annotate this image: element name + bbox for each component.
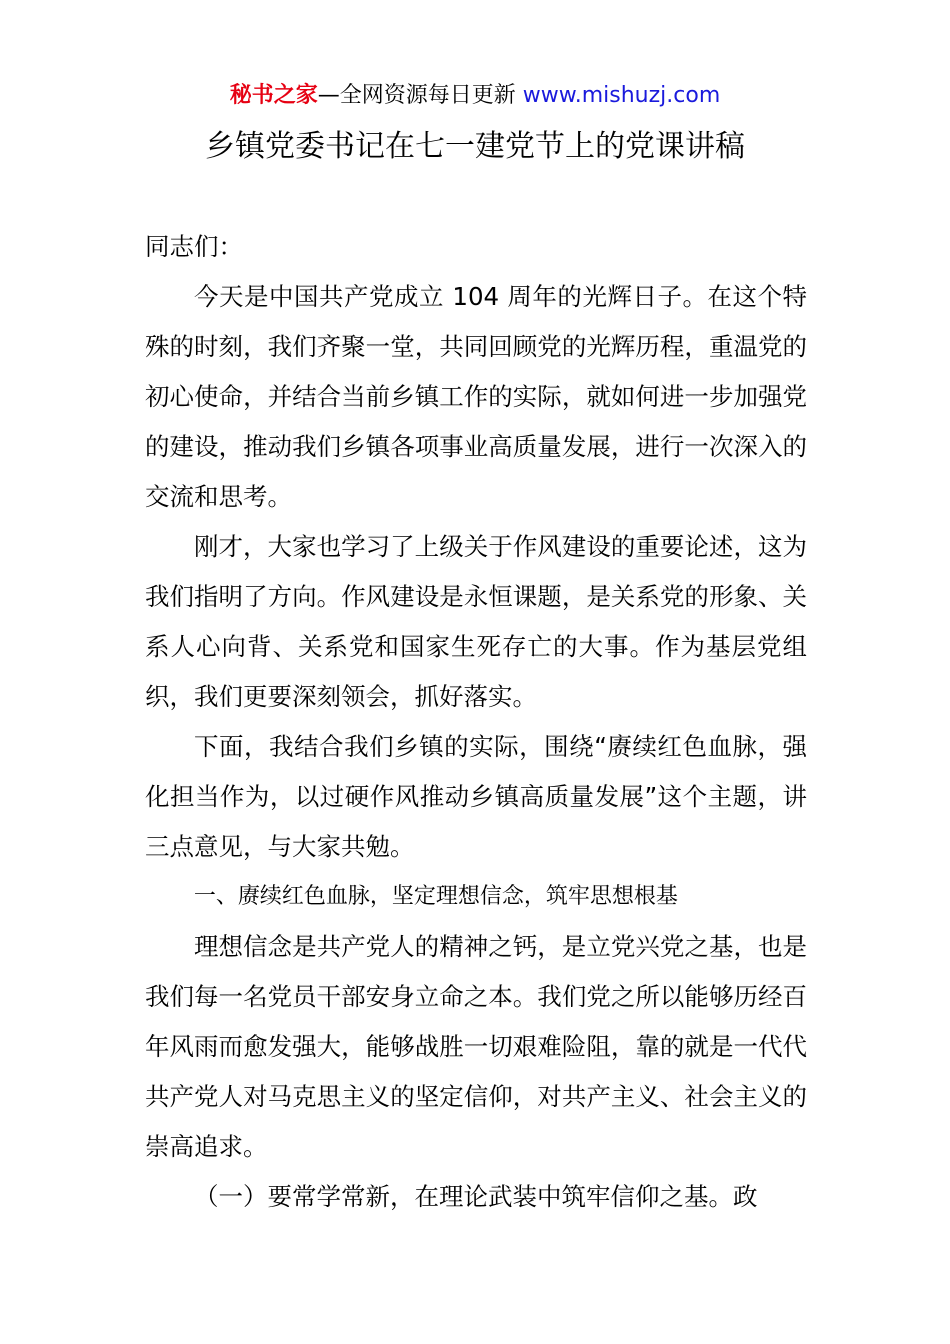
- paragraph-5: （一）要常学常新，在理论武装中筑牢信仰之基。政: [194, 1182, 758, 1211]
- site-header: [0, 80, 950, 112]
- document-body: [145, 222, 807, 1222]
- paragraph-1: 今天是中国共产党成立 104 周年的光辉日子。在这个特殊的时刻，我们齐聚一堂，共同回顾党的光辉历程，重温党的初心使命，并结合当前乡镇工作的实际，就如何进一步加强党的建设，推动我们乡镇各项事业高质量发展，进行一次深入的交流和思考。: [145, 282, 807, 511]
- paragraph-3: 下面，我结合我们乡镇的实际，围绕“赓续红色血脉，强化担当作为，以过硬作风推动乡镇高质量发展”这个主题，讲三点意见，与大家共勉。: [145, 732, 807, 861]
- site-brand: 秘书之家: [229, 83, 318, 108]
- site-url: www.mishuzj.com: [522, 83, 721, 108]
- paragraph-4: 理想信念是共产党人的精神之钙，是立党兴党之基，也是我们每一名党员干部安身立命之本。我们党之所以能够历经百年风雨而愈发强大，能够战胜一切艰难险阻，靠的就是一代代共产党人对马克思主义的坚定信仰，对共产主义、社会主义的崇高追求。: [145, 932, 807, 1161]
- section-1-heading: 一、赓续红色血脉，坚定理想信念，筑牢思想根基: [193, 884, 678, 909]
- salutation: 同志们：: [145, 232, 243, 261]
- site-tagline: —全网资源每日更新: [317, 83, 523, 108]
- paragraph-2: 刚才，大家也学习了上级关于作风建设的重要论述，这为我们指明了方向。作风建设是永恒课题，是关系党的形象、关系人心向背、关系党和国家生死存亡的大事。作为基层党组织，我们更要深刻领会，抓好落实。: [145, 532, 807, 711]
- document-title: 乡镇党委书记在七一建党节上的党课讲稿: [205, 129, 745, 164]
